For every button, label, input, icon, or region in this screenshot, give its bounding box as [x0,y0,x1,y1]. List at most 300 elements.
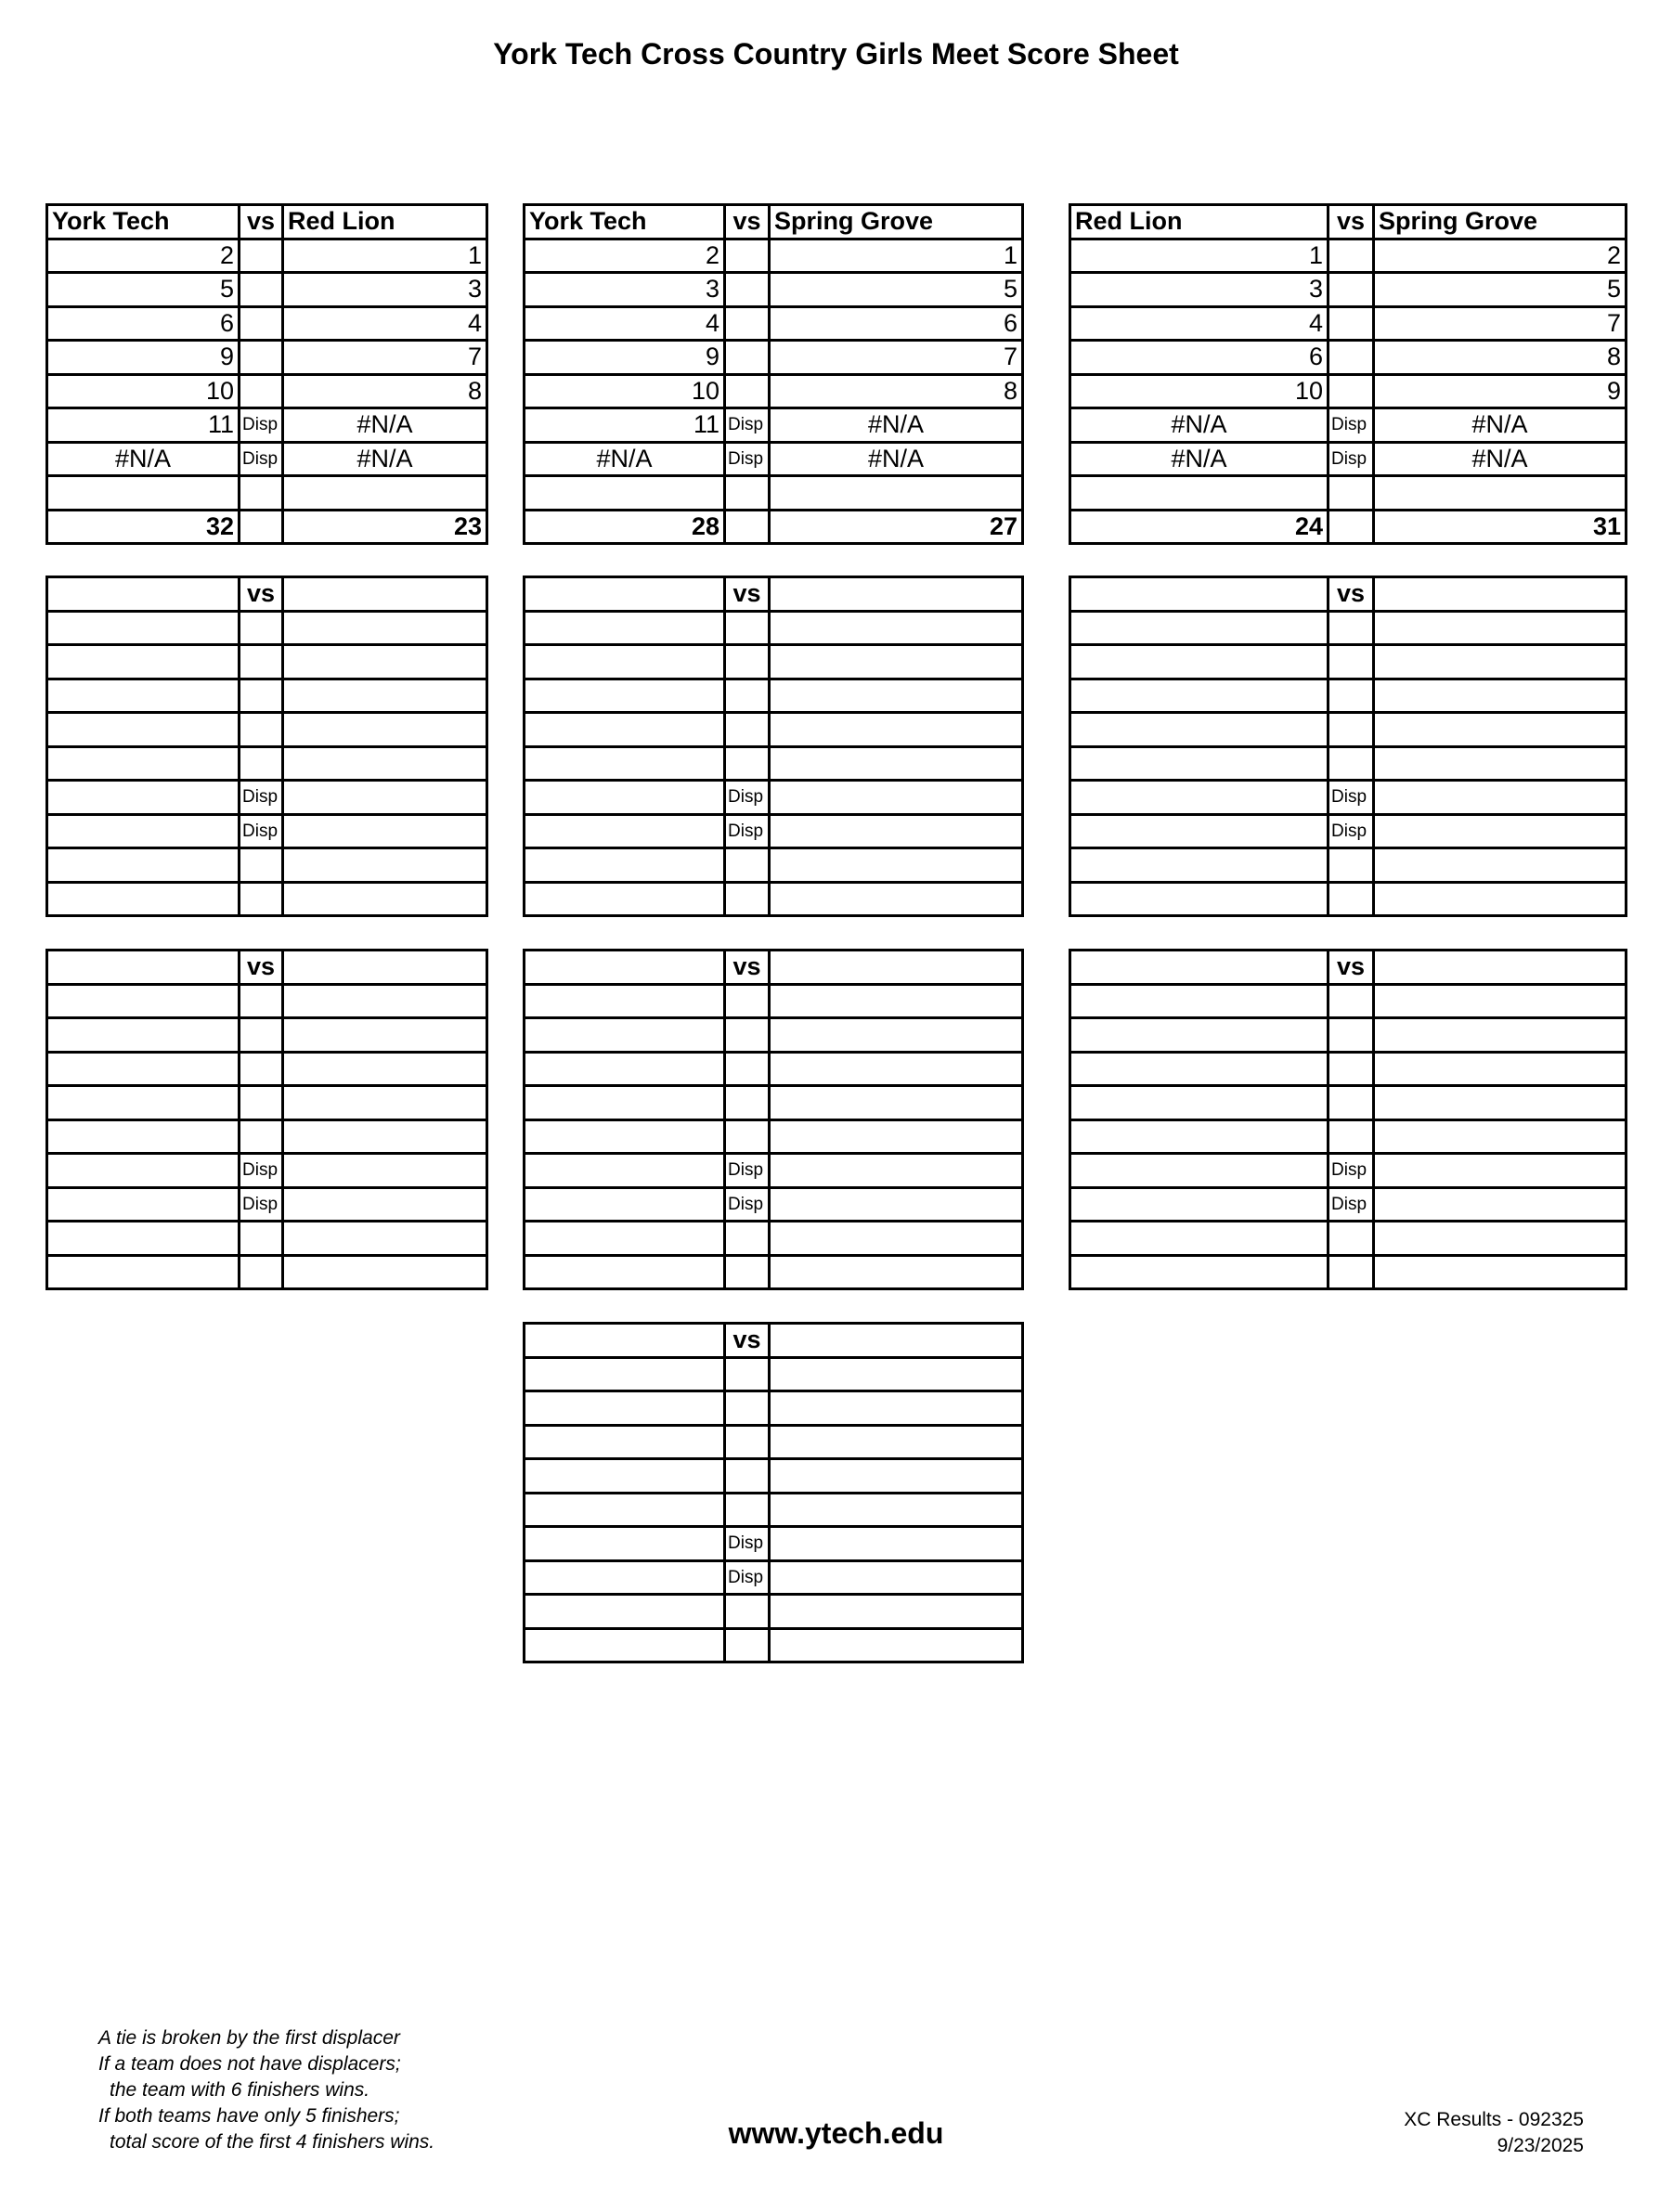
left-team-place[interactable] [525,645,725,679]
left-team-place[interactable]: 4 [1070,306,1329,341]
right-team-place[interactable] [770,1018,1023,1053]
left-team-place[interactable] [47,848,240,883]
left-team-place[interactable]: 11 [525,408,725,443]
right-team-place[interactable] [770,1357,1023,1391]
left-team-name[interactable] [47,577,240,612]
left-team-place[interactable]: 2 [47,239,240,273]
left-team-place[interactable] [525,1595,725,1629]
total-row [1070,1255,1627,1289]
middle-cell [1329,1052,1374,1086]
right-team-place[interactable]: 6 [770,306,1023,341]
left-team-place[interactable]: 9 [525,341,725,375]
meet-score-table [523,203,1024,545]
table-row [525,781,1023,815]
right-team-place[interactable] [283,611,487,645]
right-team-name[interactable] [770,951,1023,985]
middle-cell [725,848,770,883]
table-row [47,341,487,375]
middle-cell [1329,882,1374,916]
right-team-place[interactable] [1374,848,1627,883]
left-team-name[interactable]: York Tech [525,205,725,239]
table-row [1070,374,1627,408]
left-team-place[interactable] [1070,1222,1329,1256]
right-team-place[interactable] [283,1052,487,1086]
right-team-total [283,1255,487,1289]
left-team-place[interactable]: 10 [47,374,240,408]
left-team-place[interactable] [47,1222,240,1256]
right-team-place[interactable] [770,1086,1023,1120]
right-team-place[interactable]: #N/A [770,408,1023,443]
left-team-place[interactable] [1070,611,1329,645]
right-team-place[interactable]: 9 [1374,374,1627,408]
right-team-name[interactable] [1374,577,1627,612]
middle-cell: Disp [240,408,283,443]
table-row [525,1391,1023,1426]
right-team-place[interactable] [1374,713,1627,747]
right-team-total: 27 [770,510,1023,544]
middle-cell: Disp [240,442,283,476]
table-row [1070,679,1627,713]
right-team-place[interactable] [770,1595,1023,1629]
left-team-place[interactable] [525,679,725,713]
table-row [525,341,1023,375]
middle-cell [725,1357,770,1391]
left-team-place[interactable] [47,476,240,511]
right-team-place[interactable]: 4 [283,306,487,341]
middle-cell [240,713,283,747]
blank-score-table [523,576,1024,917]
right-team-place[interactable] [283,679,487,713]
left-team-place[interactable] [1070,476,1329,511]
left-team-place[interactable] [1070,1187,1329,1222]
right-team-place[interactable] [1374,1086,1627,1120]
left-team-place[interactable] [525,1154,725,1188]
table-header-row [47,205,487,239]
middle-cell [1329,746,1374,781]
left-team-total [525,1628,725,1662]
middle-cell [1329,239,1374,273]
left-team-place[interactable] [1070,1086,1329,1120]
left-team-place[interactable] [1070,746,1329,781]
left-team-place[interactable] [1070,848,1329,883]
left-team-place[interactable] [525,1391,725,1426]
total-row [525,1255,1023,1289]
middle-cell [1329,1086,1374,1120]
right-team-place[interactable] [770,1119,1023,1154]
middle-cell [725,679,770,713]
middle-cell [725,1086,770,1120]
table-row [1070,713,1627,747]
left-team-place[interactable] [1070,781,1329,815]
right-team-name[interactable]: Spring Grove [1374,205,1627,239]
left-team-place[interactable]: 10 [1070,374,1329,408]
middle-cell [1329,984,1374,1018]
middle-cell [1329,1119,1374,1154]
table-row [47,476,487,511]
right-team-place[interactable] [283,1154,487,1188]
middle-cell [1329,374,1374,408]
left-team-place[interactable] [525,1052,725,1086]
right-team-place[interactable] [770,781,1023,815]
left-team-place[interactable] [47,1187,240,1222]
left-team-place[interactable]: 6 [47,306,240,341]
right-team-name[interactable] [283,577,487,612]
table-row [47,1086,487,1120]
left-team-place[interactable]: 1 [1070,239,1329,273]
left-team-place[interactable] [525,1018,725,1053]
right-team-place[interactable] [1374,746,1627,781]
middle-cell [1329,1222,1374,1256]
right-team-place[interactable]: 8 [1374,341,1627,375]
left-team-place[interactable] [525,1459,725,1494]
right-team-place[interactable] [1374,1154,1627,1188]
left-team-name[interactable] [525,1324,725,1358]
right-team-name[interactable] [283,951,487,985]
left-team-place[interactable] [47,1052,240,1086]
table-row [1070,1154,1627,1188]
left-team-name[interactable]: Red Lion [1070,205,1329,239]
right-team-place[interactable]: 2 [1374,239,1627,273]
right-team-place[interactable] [1374,645,1627,679]
middle-cell [725,1595,770,1629]
middle-cell [725,645,770,679]
table-row [525,645,1023,679]
right-team-place[interactable] [1374,1222,1627,1256]
middle-cell [240,1255,283,1289]
left-team-place[interactable] [1070,1119,1329,1154]
right-team-place[interactable] [1374,1187,1627,1222]
middle-cell: Disp [725,1187,770,1222]
vs-label: vs [240,951,283,985]
middle-cell [240,984,283,1018]
middle-cell: Disp [725,1154,770,1188]
middle-cell [725,611,770,645]
middle-cell [725,713,770,747]
left-team-place[interactable]: 5 [47,273,240,307]
left-team-place[interactable] [525,1425,725,1459]
right-team-total: 31 [1374,510,1627,544]
total-row [47,882,487,916]
right-team-place[interactable] [770,1493,1023,1527]
left-team-place[interactable] [47,645,240,679]
middle-cell [240,882,283,916]
middle-cell [240,1052,283,1086]
right-team-place[interactable] [770,848,1023,883]
left-team-place[interactable]: #N/A [1070,442,1329,476]
right-team-place[interactable] [770,611,1023,645]
left-team-place[interactable] [525,781,725,815]
left-team-place[interactable]: #N/A [525,442,725,476]
right-team-place[interactable] [283,1187,487,1222]
right-team-place[interactable] [770,1527,1023,1561]
middle-cell [725,341,770,375]
right-team-place[interactable] [1374,1119,1627,1154]
table-row [1070,1018,1627,1053]
middle-cell [240,273,283,307]
right-team-place[interactable] [770,713,1023,747]
left-team-place[interactable]: 3 [525,273,725,307]
table-header-row [525,205,1023,239]
right-team-place[interactable]: 7 [283,341,487,375]
left-team-place[interactable]: 2 [525,239,725,273]
total-row [525,1628,1023,1662]
right-team-place[interactable] [770,814,1023,848]
table-row [525,1052,1023,1086]
table-row [47,1187,487,1222]
left-team-place[interactable] [47,1018,240,1053]
right-team-place[interactable] [283,476,487,511]
right-team-name[interactable] [770,577,1023,612]
right-team-place[interactable] [283,984,487,1018]
right-team-place[interactable] [770,1187,1023,1222]
right-team-place[interactable] [1374,814,1627,848]
left-team-place[interactable] [47,1154,240,1188]
right-team-place[interactable] [770,1052,1023,1086]
right-team-name[interactable]: Spring Grove [770,205,1023,239]
website-url[interactable]: www.ytech.edu [728,2116,944,2150]
left-team-name[interactable] [525,951,725,985]
right-team-total [770,1628,1023,1662]
right-team-place[interactable] [283,645,487,679]
right-team-place[interactable] [283,848,487,883]
middle-cell [725,1052,770,1086]
middle-cell [725,1255,770,1289]
right-team-place[interactable] [283,814,487,848]
table-row [525,1425,1023,1459]
right-team-place[interactable] [283,1018,487,1053]
left-team-place[interactable] [525,1357,725,1391]
table-row [525,984,1023,1018]
right-team-place[interactable] [770,1459,1023,1494]
left-team-place[interactable] [525,848,725,883]
left-team-place[interactable] [525,476,725,511]
right-team-place[interactable]: 1 [283,239,487,273]
right-team-place[interactable] [770,645,1023,679]
middle-cell [725,1628,770,1662]
right-team-place[interactable]: 1 [770,239,1023,273]
middle-cell [240,1222,283,1256]
middle-cell [725,984,770,1018]
left-team-place[interactable] [47,611,240,645]
left-team-place[interactable] [525,814,725,848]
table-row [1070,239,1627,273]
table-row [1070,341,1627,375]
middle-cell [725,273,770,307]
table-row [525,1187,1023,1222]
right-team-place[interactable] [1374,679,1627,713]
right-team-place[interactable]: 8 [770,374,1023,408]
table-row [1070,306,1627,341]
right-team-place[interactable]: 7 [1374,306,1627,341]
left-team-place[interactable] [525,1493,725,1527]
right-team-place[interactable] [283,746,487,781]
middle-cell [1329,306,1374,341]
table-row [1070,442,1627,476]
meet-score-table [1069,203,1627,545]
middle-cell [725,510,770,544]
middle-cell [240,374,283,408]
blank-score-table [45,576,488,917]
right-team-place[interactable] [283,781,487,815]
left-team-place[interactable] [1070,1154,1329,1188]
middle-cell: Disp [725,442,770,476]
right-team-place[interactable] [770,984,1023,1018]
table-row [525,408,1023,443]
right-team-place[interactable] [770,1425,1023,1459]
right-team-place[interactable]: #N/A [283,442,487,476]
right-team-name[interactable] [770,1324,1023,1358]
left-team-place[interactable]: 9 [47,341,240,375]
table-row [525,1222,1023,1256]
middle-cell [240,746,283,781]
note-line: If both teams have only 5 finishers; [98,2105,400,2127]
middle-cell [1329,273,1374,307]
table-row [1070,1119,1627,1154]
middle-cell [725,1425,770,1459]
right-team-place[interactable] [770,746,1023,781]
left-team-place[interactable] [525,713,725,747]
left-team-place[interactable] [1070,1018,1329,1053]
table-row [525,1493,1023,1527]
right-team-place[interactable]: 8 [283,374,487,408]
table-row [47,984,487,1018]
middle-cell [240,1086,283,1120]
table-row [1070,476,1627,511]
middle-cell [240,239,283,273]
table-row [1070,611,1627,645]
right-team-place[interactable] [283,1222,487,1256]
right-team-place[interactable] [770,679,1023,713]
left-team-place[interactable]: 4 [525,306,725,341]
left-team-place[interactable] [1070,645,1329,679]
left-team-place[interactable] [47,746,240,781]
total-row [1070,510,1627,544]
right-team-place[interactable] [770,1391,1023,1426]
note-line: A tie is broken by the first displacer [98,2027,400,2049]
left-team-place[interactable] [525,1222,725,1256]
left-team-place[interactable] [47,713,240,747]
right-team-place[interactable]: 5 [1374,273,1627,307]
table-row [47,645,487,679]
right-team-place[interactable] [283,1086,487,1120]
left-team-place[interactable] [1070,713,1329,747]
left-team-total: 24 [1070,510,1329,544]
right-team-place[interactable] [770,476,1023,511]
left-team-place[interactable] [47,814,240,848]
table-row [47,679,487,713]
right-team-place[interactable] [770,1560,1023,1595]
left-team-place[interactable] [525,1527,725,1561]
page-title: York Tech Cross Country Girls Meet Score Sheet [493,37,1179,71]
left-team-total [525,1255,725,1289]
table-row [47,1154,487,1188]
vs-label: vs [1329,951,1374,985]
left-team-place[interactable] [47,984,240,1018]
right-team-place[interactable] [1374,984,1627,1018]
left-team-place[interactable]: 11 [47,408,240,443]
middle-cell [1329,1255,1374,1289]
table-row [525,746,1023,781]
left-team-place[interactable]: #N/A [1070,408,1329,443]
left-team-place[interactable] [1070,814,1329,848]
left-team-place[interactable] [1070,1052,1329,1086]
right-team-place[interactable] [1374,781,1627,815]
right-team-place[interactable]: 5 [770,273,1023,307]
left-team-name[interactable] [47,951,240,985]
table-row [47,746,487,781]
middle-cell [240,848,283,883]
middle-cell [240,679,283,713]
right-team-total: 23 [283,510,487,544]
right-team-place[interactable] [1374,476,1627,511]
middle-cell [725,882,770,916]
right-team-place[interactable] [770,1222,1023,1256]
right-team-place[interactable] [283,713,487,747]
left-team-place[interactable] [525,984,725,1018]
table-row [1070,1187,1627,1222]
left-team-place[interactable] [525,746,725,781]
right-team-place[interactable]: #N/A [1374,408,1627,443]
right-team-place[interactable] [1374,611,1627,645]
left-team-place[interactable] [47,679,240,713]
left-team-place[interactable] [47,781,240,815]
right-team-name[interactable]: Red Lion [283,205,487,239]
right-team-place[interactable] [770,1154,1023,1188]
left-team-place[interactable] [525,1187,725,1222]
left-team-name[interactable] [1070,951,1329,985]
left-team-place[interactable] [1070,679,1329,713]
left-team-place[interactable]: 10 [525,374,725,408]
right-team-place[interactable]: 7 [770,341,1023,375]
middle-cell [1329,476,1374,511]
middle-cell [1329,645,1374,679]
table-row [47,374,487,408]
left-team-name[interactable] [1070,577,1329,612]
left-team-place[interactable] [525,1119,725,1154]
right-team-place[interactable] [283,1119,487,1154]
right-team-place[interactable] [1374,1052,1627,1086]
left-team-place[interactable] [525,1560,725,1595]
left-team-place[interactable]: #N/A [47,442,240,476]
right-team-name[interactable] [1374,951,1627,985]
table-row [525,1119,1023,1154]
table-row [47,239,487,273]
left-team-place[interactable]: 6 [1070,341,1329,375]
right-team-place[interactable] [1374,1018,1627,1053]
left-team-name[interactable]: York Tech [47,205,240,239]
left-team-name[interactable] [525,577,725,612]
right-team-place[interactable]: #N/A [1374,442,1627,476]
table-row [1070,848,1627,883]
right-team-place[interactable]: 3 [283,273,487,307]
right-team-total [1374,882,1627,916]
blank-score-table [1069,949,1627,1290]
left-team-place[interactable]: 3 [1070,273,1329,307]
left-team-total [47,1255,240,1289]
left-team-place[interactable] [525,611,725,645]
left-team-place[interactable] [47,1119,240,1154]
table-row [525,713,1023,747]
table-row [47,408,487,443]
left-team-place[interactable] [47,1086,240,1120]
left-team-place[interactable] [1070,984,1329,1018]
left-team-place[interactable] [525,1086,725,1120]
middle-cell: Disp [1329,408,1374,443]
table-row [47,814,487,848]
right-team-place[interactable]: #N/A [770,442,1023,476]
right-team-place[interactable]: #N/A [283,408,487,443]
vs-label: vs [1329,577,1374,612]
